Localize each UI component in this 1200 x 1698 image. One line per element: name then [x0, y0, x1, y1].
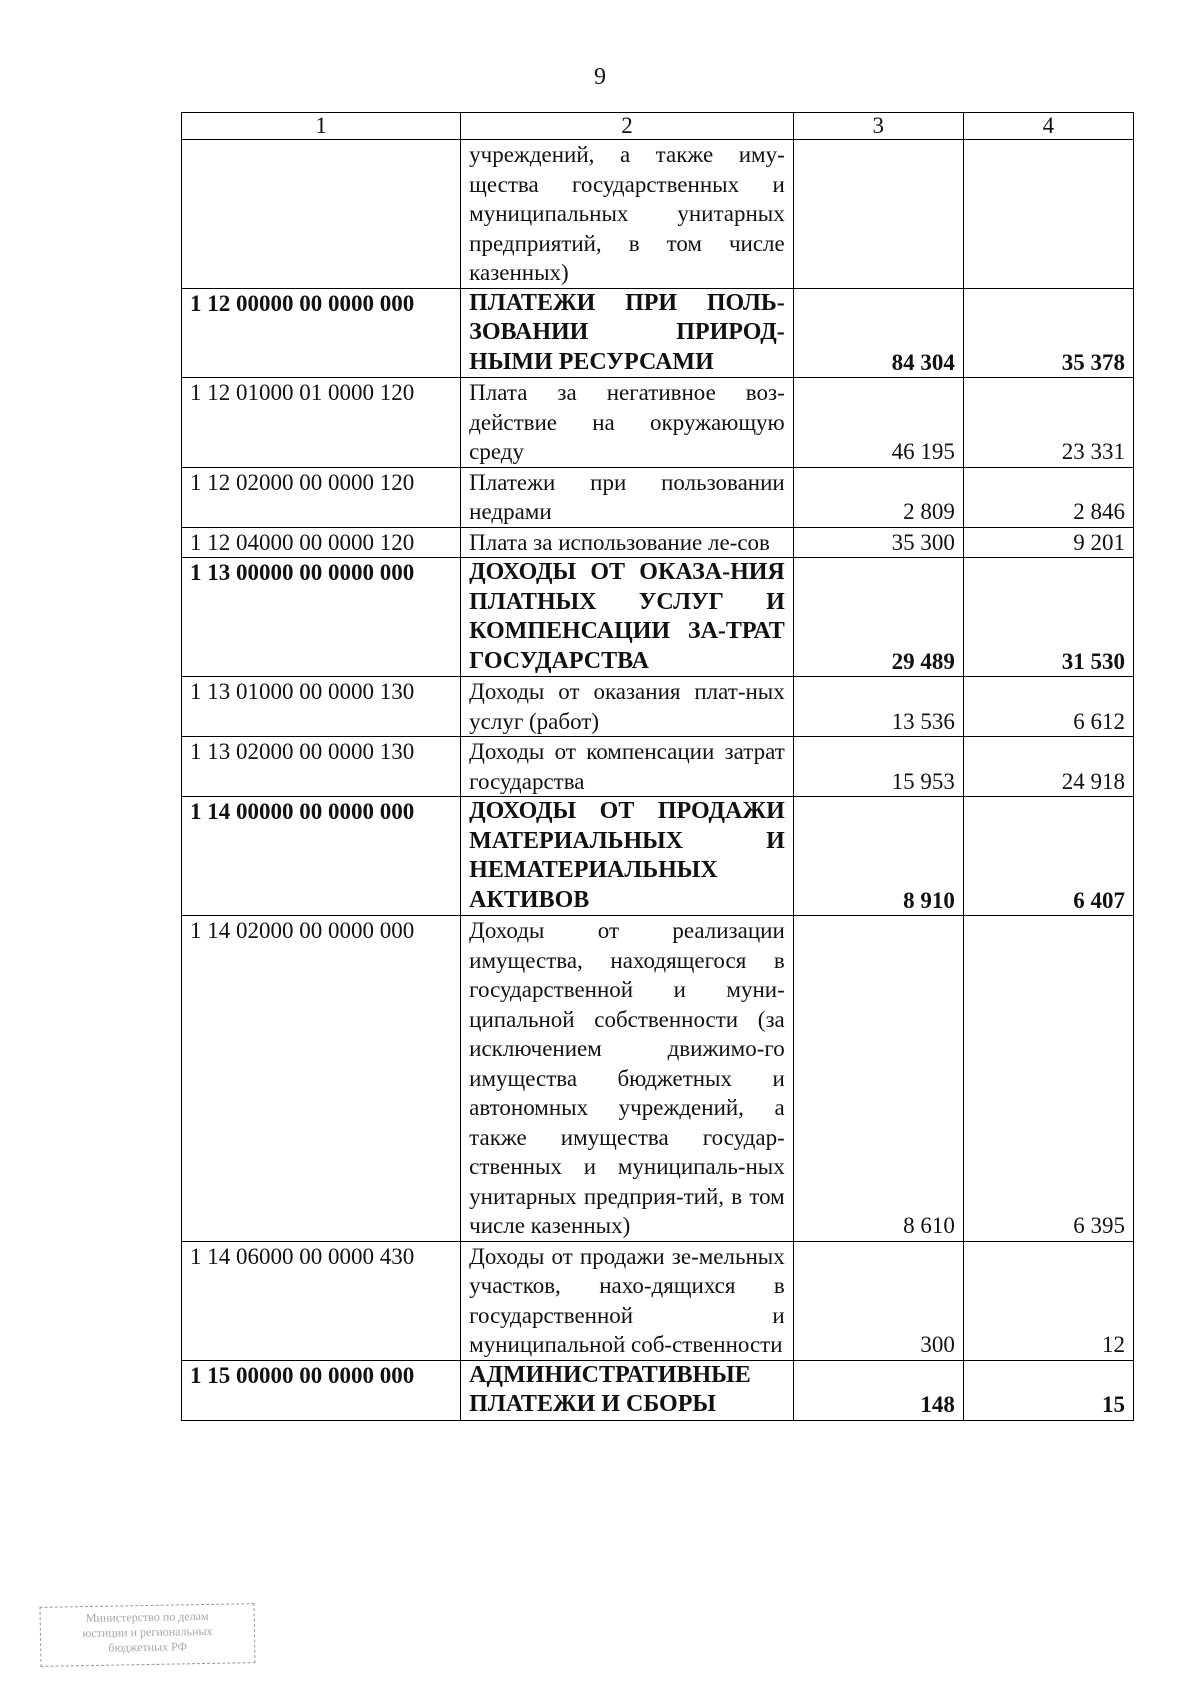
budget-code-cell: 1 13 02000 00 0000 130: [182, 737, 461, 797]
budget-code-cell: [182, 140, 461, 289]
table-row: [182, 288, 1134, 378]
value-column-3-cell: 84 304: [793, 288, 963, 378]
item-name-cell: Плата за негативное воз-действие на окружающую среду: [461, 378, 794, 468]
item-name-cell: Платежи при пользовании недрами: [461, 467, 794, 527]
table-row: [182, 737, 1134, 797]
value-column-3-cell: 148: [793, 1360, 963, 1420]
value-column-4-cell: 6 395: [963, 916, 1133, 1242]
table-header-row: [182, 113, 1134, 140]
budget-code-cell: 1 12 01000 01 0000 120: [182, 378, 461, 468]
table-row: [182, 1360, 1134, 1420]
stamp-line: бюджетных РФ: [108, 1639, 188, 1655]
stamp-line: Министерство по делам: [85, 1608, 209, 1626]
value-column-3-cell: 300: [793, 1241, 963, 1360]
column-header-1: 1: [182, 113, 461, 140]
budget-code-cell: 1 12 00000 00 0000 000: [182, 288, 461, 378]
item-name-cell: ДОХОДЫ ОТ ОКАЗА-НИЯ ПЛАТНЫХ УСЛУГ И КОМПЕНСАЦИИ ЗА-ТРАТ ГОСУДАРСТВА: [461, 558, 794, 677]
budget-code-cell: 1 13 00000 00 0000 000: [182, 558, 461, 677]
item-name-cell: ДОХОДЫ ОТ ПРОДАЖИ МАТЕРИАЛЬНЫХ И НЕМАТЕРИАЛЬНЫХ АКТИВОВ: [461, 797, 794, 916]
revenue-table: [181, 112, 1134, 1421]
table-row: [182, 677, 1134, 737]
item-name-cell: Доходы от реализации имущества, находящегося в государственной и муни-ципальной собственности (за исключением движимо-го имущества бюджетных и автономных учреждений, а также имущества государ-ственных и муниципаль-ных унитарных предприя-тий, в том числе казенных): [461, 916, 794, 1242]
value-column-4-cell: 24 918: [963, 737, 1133, 797]
value-column-4-cell: 23 331: [963, 378, 1133, 468]
value-column-3-cell: 8 910: [793, 797, 963, 916]
column-header-4: 4: [963, 113, 1133, 140]
value-column-3-cell: 13 536: [793, 677, 963, 737]
table-row: [182, 1241, 1134, 1360]
column-header-2: 2: [461, 113, 794, 140]
value-column-4-cell: 12: [963, 1241, 1133, 1360]
budget-code-cell: 1 15 00000 00 0000 000: [182, 1360, 461, 1420]
budget-code-cell: 1 12 04000 00 0000 120: [182, 527, 461, 558]
value-column-4-cell: 15: [963, 1360, 1133, 1420]
item-name-cell: Плата за использование ле-сов: [461, 527, 794, 558]
value-column-3-cell: 29 489: [793, 558, 963, 677]
item-name-cell: Доходы от оказания плат-ных услуг (работ): [461, 677, 794, 737]
budget-code-cell: 1 14 06000 00 0000 430: [182, 1241, 461, 1360]
value-column-4-cell: 6 612: [963, 677, 1133, 737]
budget-code-cell: 1 12 02000 00 0000 120: [182, 467, 461, 527]
item-name-cell: учреждений, а также иму-щества государственных и муниципальных унитарных предприятий, в том числе казенных): [461, 140, 794, 289]
column-header-3: 3: [793, 113, 963, 140]
value-column-4-cell: [963, 140, 1133, 289]
table-row: [182, 140, 1134, 289]
value-column-3-cell: 35 300: [793, 527, 963, 558]
value-column-4-cell: 9 201: [963, 527, 1133, 558]
table-row: [182, 916, 1134, 1242]
value-column-3-cell: [793, 140, 963, 289]
value-column-4-cell: 35 378: [963, 288, 1133, 378]
table-row: [182, 527, 1134, 558]
item-name-cell: Доходы от компенсации затрат государства: [461, 737, 794, 797]
value-column-3-cell: 2 809: [793, 467, 963, 527]
budget-code-cell: 1 14 00000 00 0000 000: [182, 797, 461, 916]
item-name-cell: АДМИНИСТРАТИВНЫЕ ПЛАТЕЖИ И СБОРЫ: [461, 1360, 794, 1420]
value-column-4-cell: 2 846: [963, 467, 1133, 527]
item-name-cell: Доходы от продажи зе-мельных участков, нахо-дящихся в государственной и муниципальной соб-ственности: [461, 1241, 794, 1360]
value-column-3-cell: 46 195: [793, 378, 963, 468]
budget-code-cell: 1 14 02000 00 0000 000: [182, 916, 461, 1242]
page-number: 9: [594, 64, 606, 90]
table-row: [182, 378, 1134, 468]
table-row: [182, 467, 1134, 527]
value-column-3-cell: 8 610: [793, 916, 963, 1242]
table-row: [182, 797, 1134, 916]
value-column-3-cell: 15 953: [793, 737, 963, 797]
value-column-4-cell: 6 407: [963, 797, 1133, 916]
table-row: [182, 558, 1134, 677]
registration-stamp: [39, 1603, 255, 1667]
stamp-line: юстиции и региональных: [82, 1623, 213, 1641]
value-column-4-cell: 31 530: [963, 558, 1133, 677]
item-name-cell: ПЛАТЕЖИ ПРИ ПОЛЬ-ЗОВАНИИ ПРИРОД-НЫМИ РЕСУРСАМИ: [461, 288, 794, 378]
budget-code-cell: 1 13 01000 00 0000 130: [182, 677, 461, 737]
